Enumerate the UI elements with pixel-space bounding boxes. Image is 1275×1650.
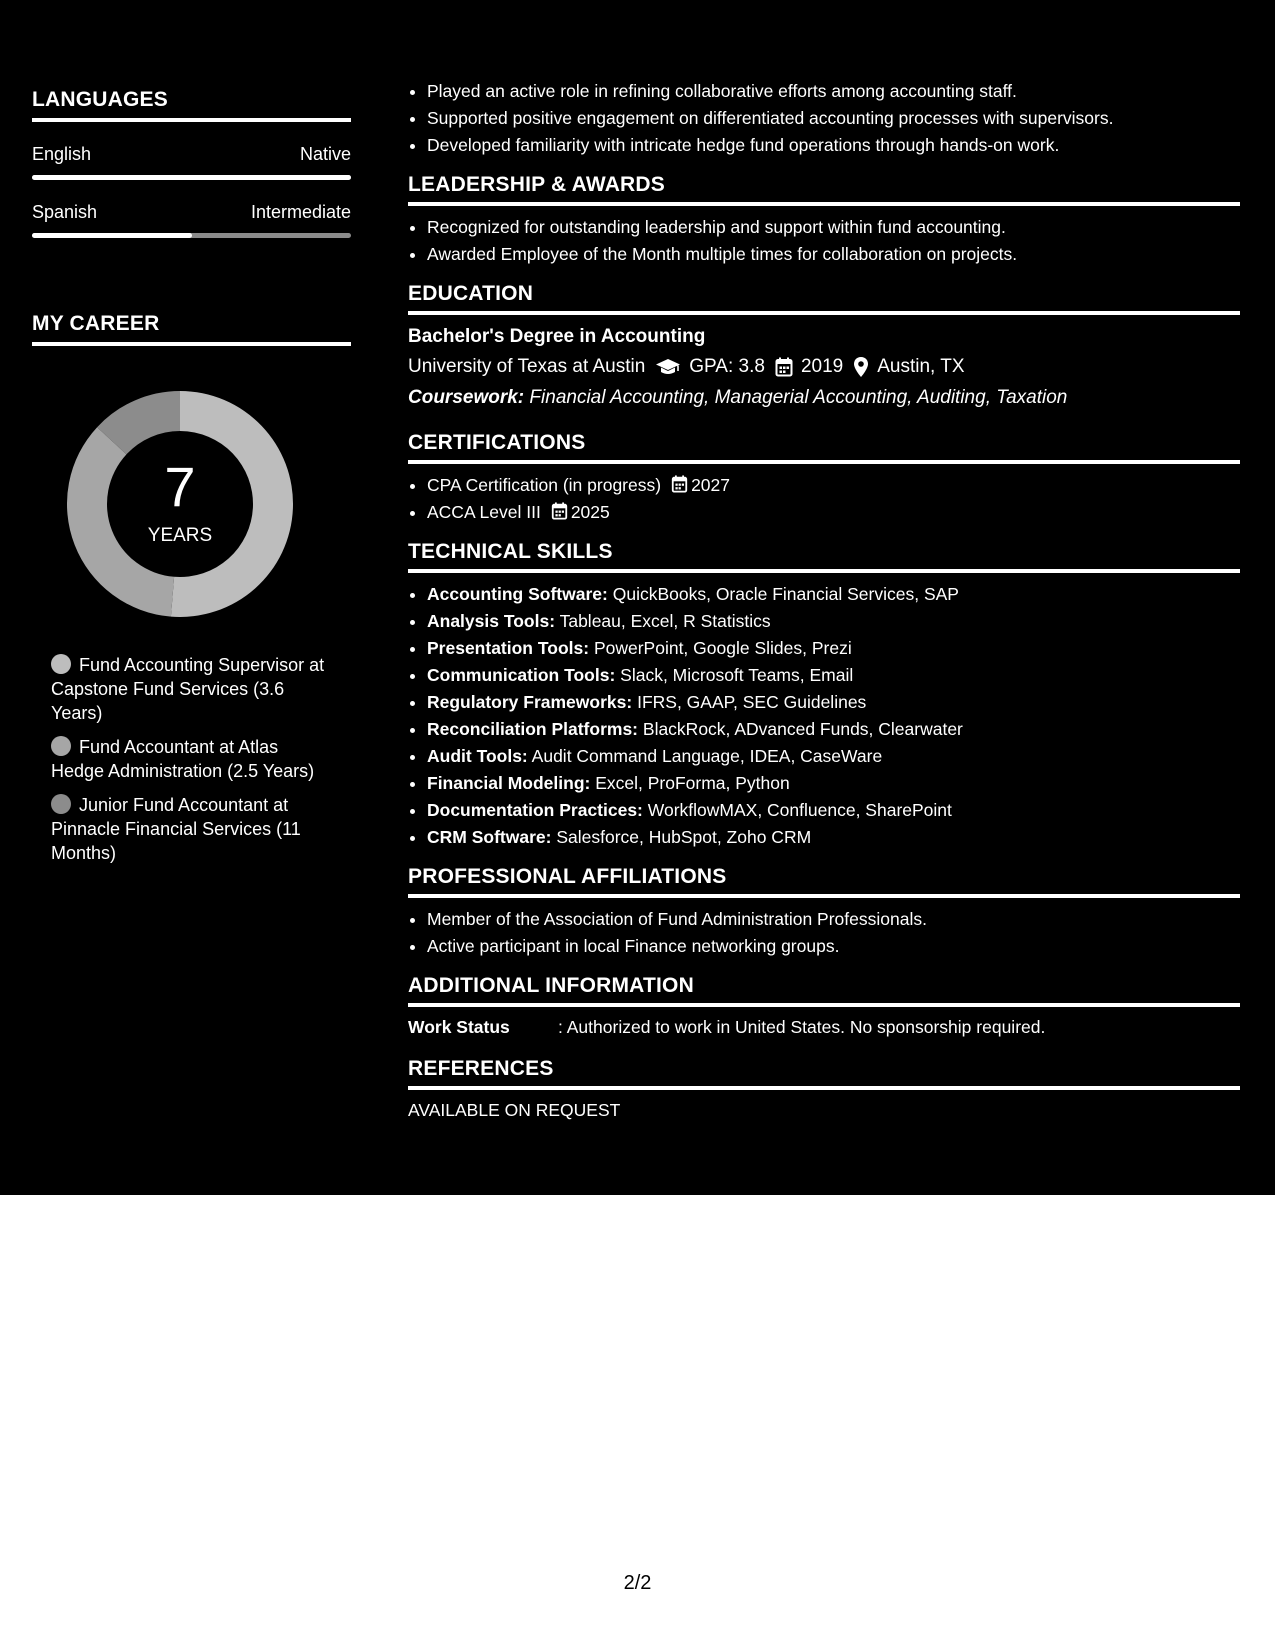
left-column xyxy=(32,88,351,875)
list-item: • Member of the Association of Fund Administration Professionals. xyxy=(427,906,1240,933)
legend-dot-icon xyxy=(51,794,71,814)
calendar-icon xyxy=(551,502,568,520)
language-item xyxy=(32,202,351,238)
legend-dot-icon xyxy=(51,736,71,756)
list-item: • CPA Certification (in progress) 2027 xyxy=(427,472,1240,499)
list-item: • Awarded Employee of the Month multiple times for collaboration on projects. xyxy=(427,241,1240,268)
coursework-value: Financial Accounting, Managerial Accounting, Auditing, Taxation xyxy=(529,387,1068,408)
page-number: 2/2 xyxy=(623,1572,652,1594)
list-item: • Audit Tools: Audit Command Language, IDEA, CaseWare xyxy=(427,743,1240,770)
affiliations-list xyxy=(408,906,1240,960)
language-proficiency-bar xyxy=(32,233,351,238)
references-title: REFERENCES xyxy=(408,1057,1240,1090)
additional-info-title: ADDITIONAL INFORMATION xyxy=(408,974,1240,1007)
references-text: AVAILABLE ON REQUEST xyxy=(408,1100,621,1120)
coursework-label: Coursework: xyxy=(408,387,525,408)
calendar-icon xyxy=(671,475,688,493)
career-legend-item: Fund Accountant at Atlas Hedge Administration (2.5 Years) xyxy=(51,737,315,781)
language-level: Intermediate xyxy=(250,202,351,222)
work-status-value: : Authorized to work in United States. No sponsorship required. xyxy=(558,1017,1046,1037)
list-item: • Reconciliation Platforms: BlackRock, ADvanced Funds, Clearwater xyxy=(427,716,1240,743)
career-legend xyxy=(51,653,331,865)
language-name: English xyxy=(32,144,92,164)
language-proficiency-fill xyxy=(32,233,192,238)
language-level: Native xyxy=(299,144,351,164)
list-item: • Developed familiarity with intricate hedge fund operations through hands-on work. xyxy=(427,132,1240,159)
list-item: • Supported positive engagement on differentiated accounting processes with supervisors. xyxy=(427,105,1240,132)
list-item: • Active participant in local Finance networking groups. xyxy=(427,933,1240,960)
education-year: 2019 xyxy=(800,356,844,377)
work-status-row xyxy=(408,1015,1240,1039)
list-item: • ACCA Level III 2025 xyxy=(427,499,1240,526)
list-item: • Communication Tools: Slack, Microsoft Teams, Email xyxy=(427,662,1240,689)
leadership-title: LEADERSHIP & AWARDS xyxy=(408,173,1240,206)
language-proficiency-fill xyxy=(32,175,351,180)
list-item: • Accounting Software: QuickBooks, Oracle Financial Services, SAP xyxy=(427,581,1240,608)
list-item: • Regulatory Frameworks: IFRS, GAAP, SEC Guidelines xyxy=(427,689,1240,716)
certifications-list xyxy=(408,472,1240,526)
list-item: • Presentation Tools: PowerPoint, Google Slides, Prezi xyxy=(427,635,1240,662)
languages-title: LANGUAGES xyxy=(32,88,351,122)
skills-title: TECHNICAL SKILLS xyxy=(408,540,1240,573)
career-legend-item: Fund Accounting Supervisor at Capstone Fund Services (3.6 Years) xyxy=(51,655,325,723)
career-legend-item: Junior Fund Accountant at Pinnacle Financial Services (11 Months) xyxy=(51,795,301,863)
list-item: • CRM Software: Salesforce, HubSpot, Zoho CRM xyxy=(427,824,1240,851)
education-degree: Bachelor's Degree in Accounting xyxy=(408,326,706,347)
list-item: • Recognized for outstanding leadership and support within fund accounting. xyxy=(427,214,1240,241)
education-meta xyxy=(408,351,1240,383)
donut-slice-1 xyxy=(67,427,174,616)
education-school: University of Texas at Austin xyxy=(408,356,646,377)
career-donut-chart xyxy=(67,391,293,617)
calendar-icon xyxy=(775,357,793,377)
experience-bullets xyxy=(408,78,1240,159)
graduation-cap-icon xyxy=(655,357,681,377)
education-location: Austin, TX xyxy=(877,356,965,377)
list-item: • Played an active role in refining collaborative efforts among accounting staff. xyxy=(427,78,1240,105)
list-item: • Documentation Practices: WorkflowMAX, Confluence, SharePoint xyxy=(427,797,1240,824)
education-title: EDUCATION xyxy=(408,282,1240,315)
certifications-title: CERTIFICATIONS xyxy=(408,431,1240,464)
affiliations-title: PROFESSIONAL AFFILIATIONS xyxy=(408,865,1240,898)
leadership-bullets xyxy=(408,214,1240,268)
language-proficiency-bar xyxy=(32,175,351,180)
career-years-label: YEARS xyxy=(147,525,213,546)
work-status-label: Work Status xyxy=(408,1017,510,1037)
career-total-years: 7 xyxy=(164,455,196,518)
legend-dot-icon xyxy=(51,654,71,674)
career-title: MY CAREER xyxy=(32,312,351,346)
language-item xyxy=(32,144,351,180)
list-item: • Analysis Tools: Tableau, Excel, R Statistics xyxy=(427,608,1240,635)
right-column xyxy=(408,78,1240,1121)
language-name: Spanish xyxy=(32,202,98,222)
education-gpa: GPA: 3.8 xyxy=(689,356,765,377)
education-coursework xyxy=(408,383,1240,413)
list-item: • Financial Modeling: Excel, ProForma, Python xyxy=(427,770,1240,797)
skills-list xyxy=(408,581,1240,851)
location-pin-icon xyxy=(853,356,869,378)
